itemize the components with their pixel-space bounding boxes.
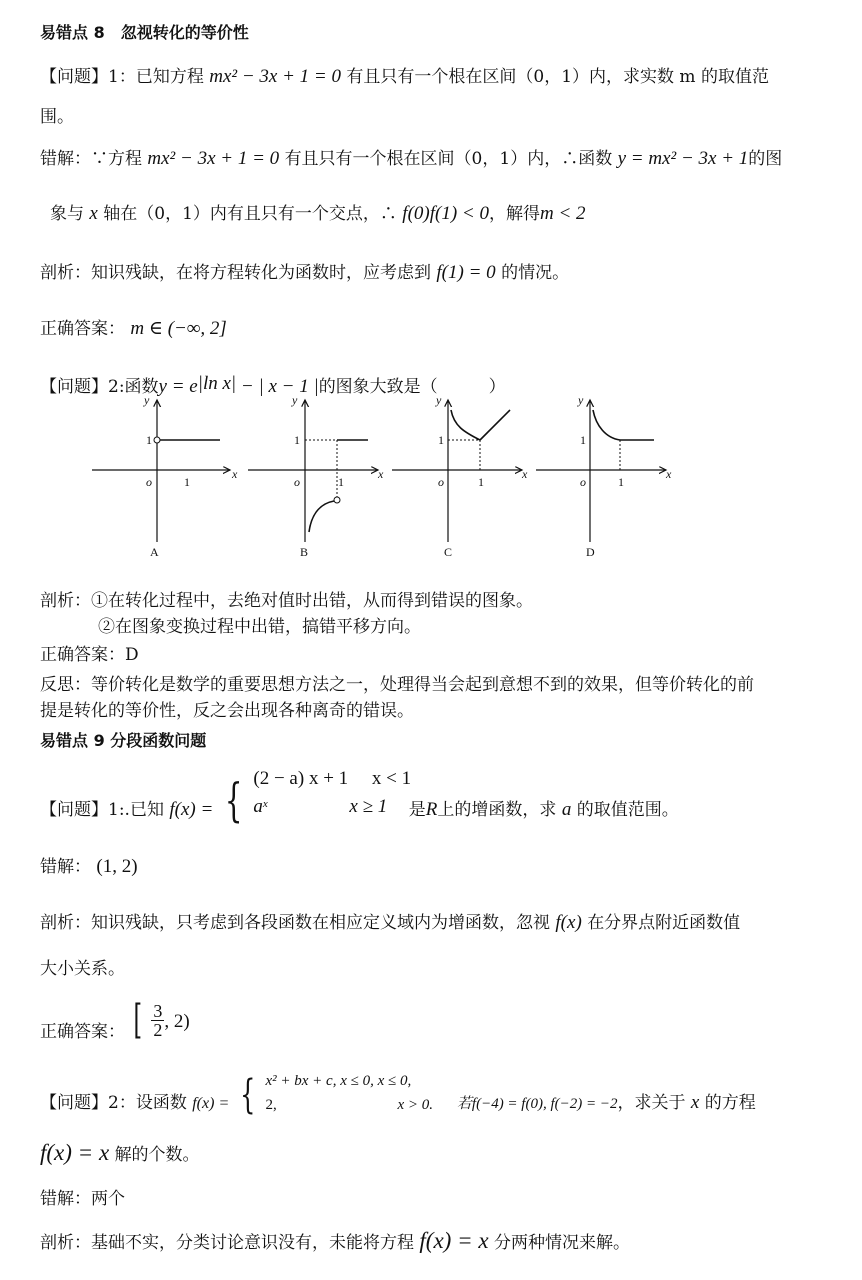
s8-wrong-solution-line2 xyxy=(50,203,834,225)
variable: x xyxy=(690,1091,700,1113)
equation: f(x) xyxy=(555,912,582,933)
svg-text:y: y xyxy=(578,393,584,407)
s9-problem-1-line xyxy=(40,762,834,827)
text: 剖析：基础不实，分类讨论意识没有，未能将方程 xyxy=(40,1233,414,1253)
text: 解的个数。 xyxy=(114,1145,200,1165)
label: 错解：∵方程 xyxy=(40,149,142,169)
text: 的方程 xyxy=(704,1092,756,1113)
problem-tag: 【问题】 xyxy=(40,1092,108,1113)
section-9-title: 易错点 9 分段函数问题 xyxy=(40,731,207,750)
function-name: f(x) = xyxy=(192,1094,230,1112)
text: 在分界点附近函数值 xyxy=(587,913,741,933)
svg-text:1: 1 xyxy=(478,475,484,489)
s8-reflection-line1: 反思：等价转化是数学的重要思想方法之一，处理得当会起到意想不到的效果，但等价转化的前 xyxy=(40,675,754,695)
svg-text:x: x xyxy=(522,467,528,481)
case-bottom-cond: x ≥ 1 xyxy=(349,796,388,817)
variable: x xyxy=(89,203,98,224)
svg-text:1: 1 xyxy=(184,475,190,489)
s8-correct-answer-2: 正确答案：D xyxy=(40,645,139,665)
s8-reflection-line2: 提是转化的等价性，反之会出现各种离奇的错误。 xyxy=(40,701,414,721)
exponent: |ln x| xyxy=(197,373,237,394)
text: 有且只有一个根在区间（0，1）内，∴函数 xyxy=(284,149,613,169)
text: 的取值范围。 xyxy=(576,799,679,820)
equation: f(x) = x xyxy=(40,1140,110,1165)
label: 正确答案： xyxy=(40,319,125,339)
equation: f(x) = x xyxy=(419,1228,489,1253)
s9-analysis-line2: 大小关系。 xyxy=(40,959,125,979)
answer-choice-graphs xyxy=(80,392,680,562)
text: 1:.已知 xyxy=(108,799,164,820)
choice-label-d: D xyxy=(586,545,595,559)
svg-text:o: o xyxy=(294,475,300,489)
problem-text: 有且只有一个根在区间（0，1）内，求实数 m 的取值范 xyxy=(346,67,769,87)
s9-analysis-line1 xyxy=(40,912,834,934)
text: 上的增函数，求 xyxy=(437,799,557,820)
equation: mx² − 3x + 1 = 0 xyxy=(209,66,341,87)
svg-text:1: 1 xyxy=(146,433,152,447)
case-top: (2 − a) x + 1 x < 1 xyxy=(253,768,412,789)
choice-label-b: B xyxy=(300,545,309,559)
equation: y = mx² − 3x + 1 xyxy=(617,148,749,169)
denominator: 2 xyxy=(153,1019,163,1040)
text: ，解得 xyxy=(488,204,540,224)
text: 轴在（0，1）内有且只有一个交点，∴ xyxy=(103,204,397,224)
text: 的图象大致是（ ） xyxy=(318,377,506,397)
equation: y = e xyxy=(158,376,198,397)
svg-text:1: 1 xyxy=(438,433,444,447)
case-bottom: 2, xyxy=(265,1097,277,1113)
svg-text:o: o xyxy=(438,475,444,489)
graph-a xyxy=(92,393,238,559)
section-8-title: 易错点 8 忽视转化的等价性 xyxy=(40,23,249,42)
s8-analysis-2-line2: ②在图象变换过程中出错，搞错平移方向。 xyxy=(98,617,421,637)
graphs-svg xyxy=(80,392,680,562)
equation: m < 2 xyxy=(539,203,586,224)
piecewise-brace: { xyxy=(224,773,243,827)
problem-text: 1：已知方程 xyxy=(108,67,204,87)
s9-problem-2-line xyxy=(40,1066,834,1120)
svg-text:y: y xyxy=(436,393,442,407)
text: 2:函数 xyxy=(108,377,159,397)
equation: mx² − 3x + 1 = 0 xyxy=(147,148,280,169)
s8-problem-1-cont: 围。 xyxy=(40,107,74,127)
s9-wrong-solution-2: 错解：两个 xyxy=(40,1189,125,1209)
graph-b xyxy=(248,393,384,559)
s8-problem-1-line xyxy=(40,66,834,88)
equation: − | x − 1 | xyxy=(236,376,319,397)
graph-c xyxy=(392,393,528,559)
svg-text:o: o xyxy=(580,475,586,489)
s9-analysis-2 xyxy=(40,1230,834,1254)
label: 错解： xyxy=(40,857,91,877)
s8-correct-answer xyxy=(40,318,834,340)
s9-correct-answer xyxy=(40,997,834,1050)
text: ，求关于 xyxy=(617,1092,686,1113)
function-name: f(x) = xyxy=(169,798,214,820)
svg-text:x: x xyxy=(666,467,672,481)
s8-wrong-solution-line1 xyxy=(40,148,834,170)
text: 象与 xyxy=(50,204,84,224)
numerator: 3 xyxy=(153,1000,163,1021)
problem-tag: 【问题】 xyxy=(40,67,108,87)
text: 的情况。 xyxy=(501,263,570,283)
text: 的图 xyxy=(748,149,783,169)
text: 剖析：知识残缺，只考虑到各段函数在相应定义域内为增函数，忽视 xyxy=(40,913,550,933)
text: 2：设函数 xyxy=(108,1092,187,1113)
text: 分两种情况来解。 xyxy=(493,1233,630,1253)
condition: 若f(−4) = f(0), f(−2) = −2 xyxy=(456,1095,618,1112)
problem-tag: 【问题】 xyxy=(40,377,108,397)
variable: a xyxy=(561,798,572,820)
problem-tag: 【问题】 xyxy=(40,799,108,820)
piecewise-cases xyxy=(253,762,412,818)
s8-analysis xyxy=(40,262,834,284)
answer-rest: , 2) xyxy=(164,1010,190,1032)
text: 是 xyxy=(408,799,426,820)
variable: R xyxy=(425,798,438,820)
equation: (1, 2) xyxy=(96,856,138,877)
fraction xyxy=(151,1002,164,1039)
text: 剖析：知识残缺，在将方程转化为函数时，应考虑到 xyxy=(40,263,431,283)
equation: f(1) = 0 xyxy=(436,262,496,283)
s9-problem-2-cont xyxy=(40,1142,834,1166)
piecewise-cases xyxy=(266,1066,452,1116)
svg-text:x: x xyxy=(232,467,238,481)
svg-text:o: o xyxy=(146,475,152,489)
svg-text:1: 1 xyxy=(618,475,624,489)
equation: f(0)f(1) < 0 xyxy=(402,203,489,224)
s8-analysis-2-line1: 剖析：①在转化过程中，去绝对值时出错，从而得到错误的图象。 xyxy=(40,591,533,611)
equation: m ∈ (−∞, 2] xyxy=(130,318,227,339)
label: 正确答案： xyxy=(40,1021,125,1042)
case-bottom-expr xyxy=(253,796,267,818)
s9-wrong-solution xyxy=(40,856,834,878)
svg-text:1: 1 xyxy=(338,475,344,489)
case-top: x² + bx + c, x ≤ 0, x ≤ 0, xyxy=(265,1073,412,1089)
choice-label-c: C xyxy=(444,545,453,559)
svg-text:y: y xyxy=(144,393,150,407)
choice-label-a: A xyxy=(150,545,159,559)
svg-text:1: 1 xyxy=(294,433,300,447)
bracket: [ xyxy=(133,997,143,1043)
case-bottom-cond: x > 0. xyxy=(397,1097,434,1113)
piecewise-brace: { xyxy=(239,1072,256,1118)
base: a xyxy=(253,796,263,817)
svg-text:x: x xyxy=(378,467,384,481)
svg-text:1: 1 xyxy=(580,433,586,447)
graph-d xyxy=(536,393,672,559)
svg-text:y: y xyxy=(292,393,298,407)
exponent: x xyxy=(262,798,268,810)
